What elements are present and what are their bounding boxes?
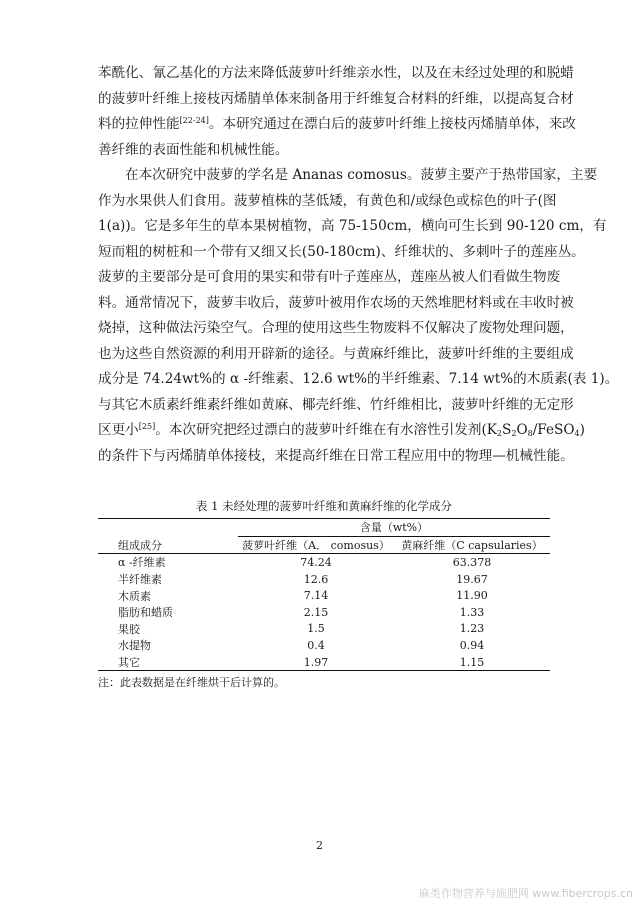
- text-span: O: [516, 422, 528, 438]
- body-text: [98, 61, 619, 469]
- text-line: 的菠萝叶纤维上接枝丙烯腈单体来制备用于纤维复合材料的纤维，以提高复合材: [98, 90, 574, 107]
- header-col-a: 菠萝叶纤维（A． comosus）: [242, 538, 390, 552]
- row-value-a: 74.24: [300, 555, 332, 569]
- text-line: 菠萝的主要部分是可食用的果实和带有叶子莲座丛，莲座丛被人们看做生物废: [98, 269, 561, 285]
- row-value-b: 19.67: [456, 572, 488, 586]
- text-line: 短而粗的树桩和一个带有又细又长(50-180cm)、纤维状的、多刺叶子的莲座丛。: [98, 243, 585, 260]
- table-header-row: [98, 519, 550, 537]
- row-name: 果胶: [118, 622, 140, 636]
- row-value-b: 11.90: [456, 589, 488, 603]
- table-row: [98, 587, 550, 604]
- row-value-a: 2.15: [303, 605, 329, 619]
- text-span: /FeSO: [532, 422, 575, 438]
- row-name: 木质素: [118, 589, 151, 603]
- text-line: 成分是 74.24wt%的 α -纤维素、12.6 wt%的半纤维素、7.14 wt%的木质素(表 1)。: [98, 371, 619, 387]
- text-line: 的条件下与丙烯腈单体接枝，来提高纤维在日常工程应用中的物理—机械性能。: [98, 447, 574, 464]
- row-value-b: 1.23: [459, 622, 485, 636]
- table-header-row: [98, 536, 550, 554]
- text-span: S: [502, 422, 512, 438]
- text-span: 。本次研究把经过漂白的菠萝叶纤维在有水溶性引发剂(K: [155, 422, 497, 438]
- header-empty: [98, 519, 238, 537]
- text-line: 在本次研究中菠萝的学名是 Ananas comosus。菠萝主要产于热带国家，主要: [125, 167, 598, 183]
- row-name: 其它: [118, 656, 140, 670]
- page-number: 2: [316, 839, 323, 852]
- row-value-b: 1.15: [459, 655, 485, 669]
- text-line: 苯酰化、氰乙基化的方法来降低菠萝叶纤维亲水性，以及在未经过处理的和脱蜡: [98, 65, 574, 81]
- table-caption: 表 1 未经处理的菠萝叶纤维和黄麻纤维的化学成分: [195, 499, 453, 513]
- subscript: 2: [511, 429, 517, 438]
- header-label: 组成成分: [118, 538, 162, 552]
- row-value-a: 1.5: [307, 622, 325, 636]
- row-name: 半纤维素: [118, 573, 162, 587]
- table-row: [98, 571, 550, 588]
- text-span: 。本研究通过在漂白后的菠萝叶纤维上接枝丙烯腈单体，来改: [208, 116, 576, 132]
- row-name: 水提物: [118, 639, 151, 653]
- table-note: 注：此表数据是在纤维烘干后计算的。: [98, 676, 285, 690]
- text-line: 作为水果供人们食用。菠萝植株的茎低矮，有黄色和/或绿色或棕色的叶子(图: [98, 192, 557, 209]
- subscript: 8: [527, 429, 533, 438]
- text-line: 也为这些自然资源的利用开辟新的途径。与黄麻纤维比，菠萝叶纤维的主要组成: [98, 345, 574, 362]
- text-line: [98, 112, 576, 138]
- citation: [22-24]: [179, 116, 209, 125]
- composition-table-block: [98, 498, 550, 690]
- text-span: 区更小: [98, 422, 139, 438]
- header-col-b: 黄麻纤维（C capsularies）: [401, 538, 543, 552]
- row-value-a: 1.97: [303, 655, 329, 669]
- header-group: 含量（wt%）: [238, 519, 550, 537]
- text-span: ): [579, 422, 585, 438]
- table-row: [98, 604, 550, 621]
- text-line: [98, 418, 585, 444]
- table-row: [98, 554, 550, 571]
- composition-table: [98, 518, 550, 671]
- text-line: 1(a))。它是多年生的草本果树植物，高 75-150cm，横向可生长到 90-120 cm，有: [98, 218, 607, 234]
- row-value-a: 12.6: [303, 572, 329, 586]
- table-row: [98, 654, 550, 671]
- text-line: 善纤维的表面性能和机械性能。: [98, 141, 289, 158]
- citation: [25]: [138, 422, 156, 431]
- text-line: 料。通常情况下，菠萝丰收后，菠萝叶被用作农场的天然堆肥材料或在丰收时被: [98, 294, 574, 311]
- watermark: 麻类作物营养与施肥网 www.fibercrops.cn: [418, 887, 633, 900]
- row-value-b: 63.378: [452, 555, 492, 569]
- table-row: [98, 637, 550, 654]
- row-name: α -纤维素: [118, 556, 166, 570]
- subscript: 2: [496, 429, 503, 438]
- subscript: 4: [574, 429, 580, 438]
- row-value-a: 0.4: [307, 638, 325, 652]
- text-line: 烧掉，这种做法污染空气。合理的使用这些生物废料不仅解决了废物处理问题，: [98, 320, 574, 336]
- text-line: 与其它木质素纤维素纤维如黄麻、椰壳纤维、竹纤维相比，菠萝叶纤维的无定形: [98, 396, 574, 413]
- text-span: 料的拉伸性能: [98, 116, 180, 132]
- table-row: [98, 621, 550, 638]
- row-value-b: 1.33: [459, 605, 485, 619]
- row-value-b: 0.94: [459, 638, 485, 652]
- row-name: 脂肪和蜡质: [118, 606, 173, 620]
- row-value-a: 7.14: [303, 589, 329, 603]
